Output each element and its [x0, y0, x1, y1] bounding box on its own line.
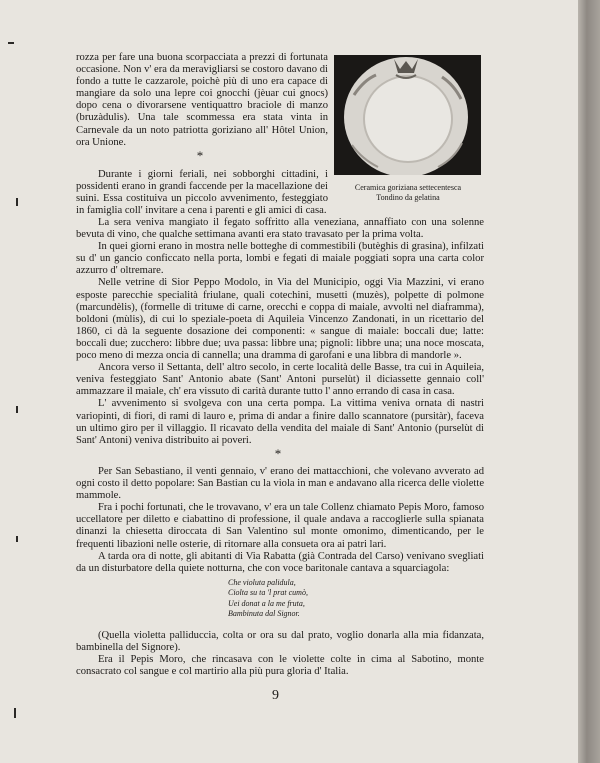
margin-mark — [16, 406, 18, 413]
paragraph: Durante i giorni feriali, nei sobborghi cittadini, i possidenti erano in grandi faccende per la macellazione dei suini. Essa costituiva un piccolo avvenimento, festeggiato in famiglia coll' invitare a cena i parenti e gli amici di casa. — [76, 169, 328, 217]
paragraph: Ancora verso il Settanta, dell' altro secolo, in certe località delle Basse, tra cui in Aquileia, veniva festeggiato Sant' Antonio abate (Sant' Antoni purselùt) il diciassette gennaio coll' ammazzare il maiale, ch' era vissuto di carità durante tutto l' anno errando di casa in casa. — [76, 362, 484, 398]
paragraph: A tarda ora di notte, gli abitanti di Via Rabatta (già Contrada del Carso) venivano svegliati da un disturbatore della quiete notturna, che con voce baritonale cantava a squarciagola: — [76, 550, 484, 574]
page-number: 9 — [272, 688, 279, 703]
poem-line: Uei donat a la me fruta, — [228, 598, 305, 608]
caption-line: Tondino da gelatina — [376, 192, 440, 202]
narrow-column — [76, 52, 328, 149]
main-column-3 — [76, 630, 484, 678]
main-column — [76, 217, 484, 447]
paragraph: Fra i pochi fortunati, che le trovavano, v' era un tale Collenz chiamato Pepis Moro, famoso uccellatore per diletto e ciabattino di professione, il quale andava a raccoglierle sulla spianata dinanzi la chiesetta diroccata di San Valentino sul monte omonimo, dimenticando, per le frequenti libazioni nelle osterie, di ritornare alla consueta ora ai patri lari. — [76, 502, 484, 550]
section-separator: * — [274, 446, 282, 461]
paragraph: (Quella violetta palliduccia, colta or ora su dal prato, voglio donarla alla mia fidanzata, bambinella del Signore). — [76, 630, 484, 654]
poem-line: Che violuta palidula, — [228, 578, 296, 587]
margin-mark — [14, 708, 16, 718]
section-separator: * — [196, 148, 204, 163]
figure-caption — [320, 183, 496, 202]
main-column-2 — [76, 466, 484, 575]
ceramic-plate-image — [334, 55, 481, 175]
margin-mark — [16, 198, 18, 206]
book-spine — [578, 0, 600, 763]
paragraph: L' avvenimento si svolgeva con una certa pompa. La vittima veniva ornata di nastri variopinti, di fiori, di rami di lauro e, prima di andar a finire dallo scannatore (pursitàr), faceva un ultimo giro per il villaggio. Il ricavato della vendita del maiale di Sant' Antonio (purselùt di Sant' Antoni) veniva distribuito ai poveri. — [76, 398, 484, 446]
paragraph: Per San Sebastiano, il venti gennaio, v' erano dei mattacchioni, che volevano avverato ad ogni costo il detto popolare: San Bastian cu la viola in man e andavano alla ricerca delle violette mammole. — [76, 466, 485, 502]
poem-line: Ciolta su ta 'l prat cumò, — [228, 588, 308, 598]
poem — [228, 578, 308, 620]
margin-mark — [8, 42, 14, 44]
paragraph: rozza per fare una buona scorpacciata a prezzi di fortunata occasione. Non v' era da meravigliarsi se costoro davano di fondo a tutte le cazzarole, poichè più di uno era capace di mangiare da solo una lepre coi gnocchi (jèuar cui gnocs) dopo cena o divorarsene ventiquattro braciole di manzo (bruzàdulis). Una tale scommessa era stata vinta in Carnevale da un noto patriotta goriziano all' Hôtel Union, ora Unione. — [76, 52, 328, 148]
paragraph: Nelle vetrine di Sior Peppo Modolo, in Via del Municipio, oggi Via Mazzini, vi erano esposte parecchie specialità friulane, quali cotechini, musetti (muzès), polpette di polmone (marcundèlis), (formelle di trituме di carne, orecchi e coppa di maiale, avvolti nel diaframma), boldoni (mùlis), di cui lo speziale-poeta di Aquileia Vincenzo Zandonati, in un ricettario del 1860, ci dà la seguente dosazione dei componenti: « sangue di maiale: boccali due; latte: boccali due; zucchero: libbre due; uva passa: libbre una; pignoli: libbre una; una noce moscata, poco meno di mezza oncia di cannella; una dramma di garofani e una libbra di mandorle ». — [76, 277, 484, 362]
margin-mark — [16, 536, 18, 542]
ceramic-plate-photo — [334, 55, 481, 175]
paragraph: In quei giorni erano in mostra nelle botteghe di commestibili (butèghis di grasina), infilzati su d' un gancio conficcato nella porta, lombi e fegati di maiale poggiati sopra una carta color azzurro d' oltremare. — [76, 241, 484, 277]
paragraph: La sera veniva mangiato il fegato soffritto alla veneziana, annaffiato con una solenne bevuta di vino, che qualche settimana avanti era stato travasato per la prima volta. — [76, 217, 484, 241]
narrow-column-2 — [76, 169, 328, 217]
poem-line: Bambinuta dal Signor. — [228, 609, 300, 619]
paragraph: Era il Pepis Moro, che rincasava con le violette colte in cima al Sabotino, monte consacrato col sangue e col martirio alla più pura gloria d' Italia. — [76, 654, 484, 678]
caption-line: Ceramica goriziana settecentesca — [354, 183, 462, 192]
